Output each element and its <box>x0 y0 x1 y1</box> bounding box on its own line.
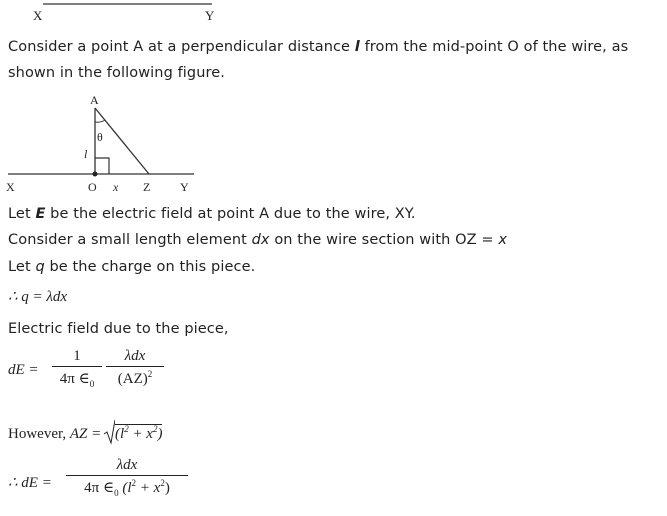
eq2-num1: 1 <box>73 348 81 364</box>
equation-charge: ∴ q = λdx <box>8 289 68 305</box>
eq2-num2: λdx <box>124 348 146 364</box>
var-x: x <box>498 232 508 248</box>
theta-arc <box>95 120 105 122</box>
var-l: l <box>354 39 360 55</box>
paragraph-charge: Let q be the charge on this piece. <box>8 259 256 275</box>
label-y-end: Y <box>180 180 189 194</box>
label-theta: θ <box>97 130 103 144</box>
paragraph-field: Let E be the electric field at point A due to the wire, XY. <box>8 206 416 222</box>
top-wire-graphic <box>0 0 667 24</box>
var-q: q <box>35 259 45 275</box>
paragraph-element: Consider a small length element dx on the wire section with OZ = x <box>8 232 508 248</box>
var-e: E <box>35 206 46 222</box>
paragraph-intro-line2: shown in the following figure. <box>8 65 226 81</box>
eq2-lhs: dE = <box>8 362 39 378</box>
equation-az: However, AZ = $(l^2 + x^2)$ <box>8 424 162 443</box>
label-z: Z <box>143 180 151 194</box>
right-angle-marker <box>95 158 109 174</box>
equation-de <box>8 348 208 398</box>
eq4-lhs: ∴ dE = <box>8 475 52 491</box>
eq2-fraction1 <box>52 348 102 389</box>
equation-de-final <box>8 457 208 512</box>
top-wire-y-label: Y <box>205 8 215 23</box>
label-x-end: X <box>6 180 15 194</box>
eq2-den2: (AZ)$^2$ <box>106 366 164 388</box>
paragraph-intro: Consider a point A at a perpendicular distance l from the mid-point O of the wire, as <box>8 39 629 55</box>
sqrt-sign-icon <box>103 419 115 445</box>
label-a: A <box>90 93 99 107</box>
geometry-figure <box>0 90 667 200</box>
label-x-dist: x <box>113 180 119 194</box>
eq3-sqrt: $(l^2 + x^2)$ <box>105 424 162 443</box>
var-dx: dx <box>251 232 270 248</box>
hypotenuse-line <box>95 108 149 174</box>
top-wire-x-label: X <box>33 8 43 23</box>
eq2-den1: 4π $\in_0$ <box>52 366 102 389</box>
eq4-den: 4π $\in_0$ $(l^2 + x^2)$ <box>66 475 188 498</box>
point-o <box>93 172 98 177</box>
eq4-fraction <box>66 457 188 498</box>
label-o: O <box>88 180 97 194</box>
eq3-lhs: AZ = <box>69 426 102 442</box>
label-l: l <box>84 147 88 161</box>
eq2-fraction2 <box>106 348 164 388</box>
eq4-num: λdx <box>116 457 138 473</box>
paragraph-piece-field: Electric field due to the piece, <box>8 321 229 337</box>
